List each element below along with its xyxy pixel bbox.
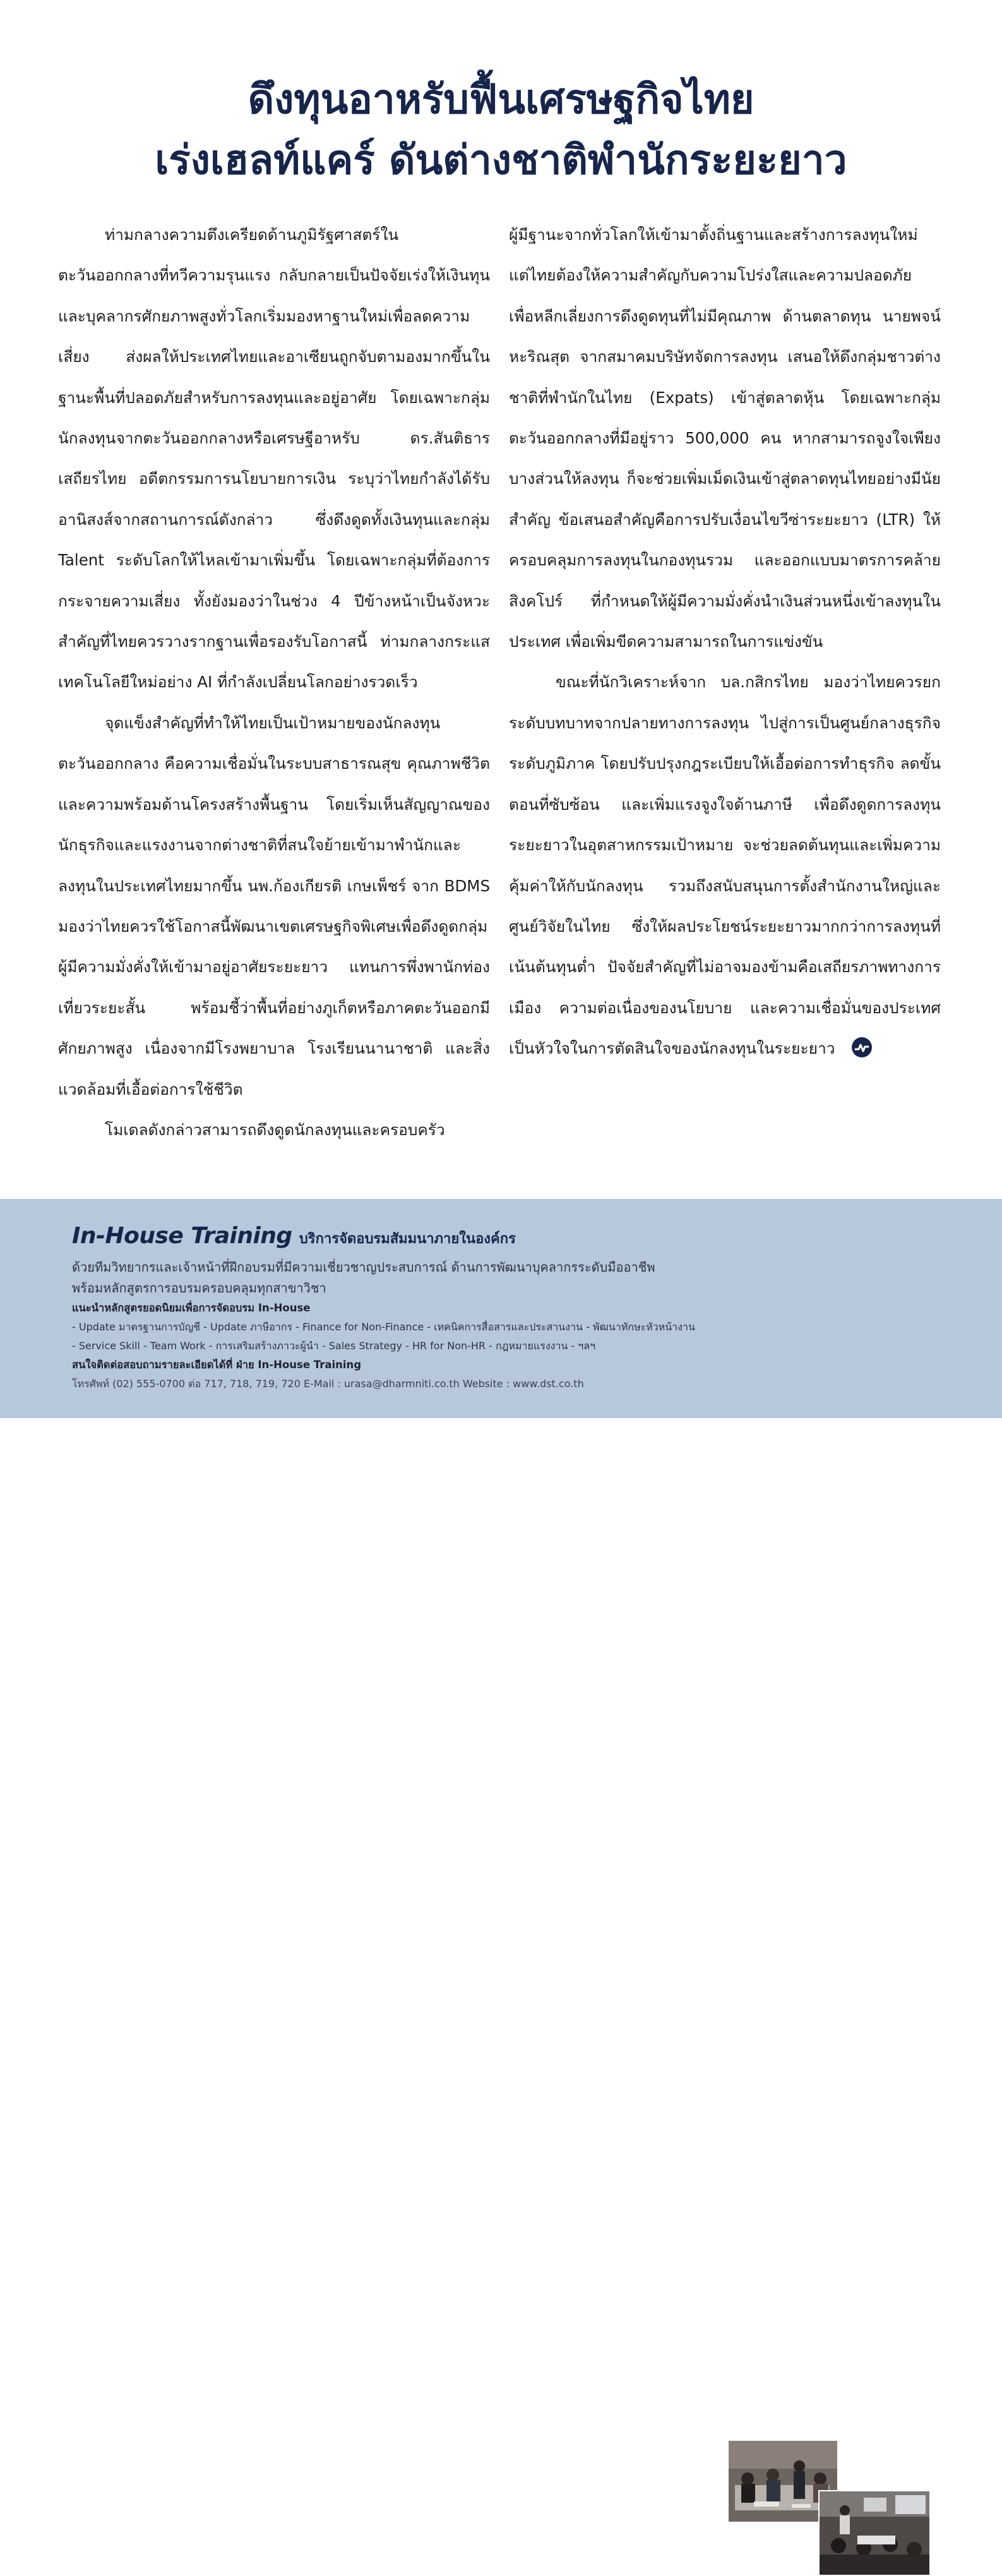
article-paragraph-3-start: โมเดลดังกล่าวสามารถดึงดูดนักลงทุนและครอบครัว	[105, 1120, 445, 1139]
banner-contact-info: โทรศัพท์ (02) 555-0700 ต่อ 717, 718, 719, 720 E-Mail : urasa@dharmniti.co.th Website : www.dst.co.th	[72, 1378, 584, 1390]
article-column-right	[509, 215, 941, 1069]
banner-recommend-heading: แนะนำหลักสูตรยอดนิยมเพื่อการจัดอบรม In-House	[72, 1302, 311, 1314]
banner-course-list-1: - Update มาตรฐานการบัญชี - Update ภาษีอากร - Finance for Non-Finance - เทคนิคการสื่อสารและประสานงาน - พัฒนาทักษะหัวหน้างาน	[72, 1321, 695, 1333]
headline-line-1: ดึงทุนอาหรับฟื้นเศรษฐกิจไทย	[248, 76, 754, 123]
banner-brand: In-House Training	[72, 1223, 292, 1249]
banner-lead-2: พร้อมหลักสูตรการอบรมครอบคลุมทุกสาขาวิชา	[72, 1280, 326, 1296]
in-house-training-banner	[0, 1199, 1002, 1418]
banner-text	[72, 1257, 716, 1393]
banner-brand-subtitle: บริการจัดอบรมสัมมนาภายในองค์กร	[299, 1231, 516, 1247]
training-photo-2	[818, 2490, 931, 2576]
headline-line-2: เร่งเฮลท์แคร์ ดันต่างชาติพำนักระยะยาว	[155, 137, 847, 184]
headline	[0, 69, 1002, 191]
article-paragraph-2: จุดแข็งสำคัญที่ทำให้ไทยเป็นเป้าหมายของนักลงทุนตะวันออกกลาง คือความเชื่อมั่นในระบบสาธารณสุข คุณภาพชีวิต และความพร้อมด้านโครงสร้างพื้นฐาน โดยเริ่มเห็นสัญญาณของนักธุรกิจและแรงงานจากต่างชาติที่สนใจย้ายเข้ามาพำนักและลงทุนในประเทศไทยมากขึ้น นพ.ก้องเกียรติ เกษเพ็ชร์ จาก BDMS มองว่าไทยควรใช้โอกาสนี้พัฒนาเขตเศรษฐกิจพิเศษเพื่อดึงดูดกลุ่มผู้มีความมั่งคั่งให้เข้ามาอยู่อาศัยระยะยาว แทนการพึ่งพานักท่องเที่ยวระยะสั้น พร้อมชี้ว่าพื้นที่อย่างภูเก็ตหรือภาคตะวันออกมีศักยภาพสูง เนื่องจากมีโรงพยาบาล โรงเรียนนานาชาติ และสิ่งแวดล้อมที่เอื้อต่อการใช้ชีวิต	[58, 713, 490, 1098]
article-paragraph-1: ท่ามกลางความตึงเครียดด้านภูมิรัฐศาสตร์ในตะวันออกกลางที่ทวีความรุนแรง กลับกลายเป็นปัจจัยเร่งให้เงินทุนและบุคลากรศักยภาพสูงทั่วโลกเริ่มมองหาฐานใหม่เพื่อลดความเสี่ยง ส่งผลให้ประเทศไทยและอาเซียนถูกจับตามองมากขึ้นในฐานะพื้นที่ปลอดภัยสำหรับการลงทุนและอยู่อาศัย โดยเฉพาะกลุ่มนักลงทุนจากตะวันออกกลางหรือเศรษฐีอาหรับ ดร.สันติธาร เสถียรไทย อดีตกรรมการนโยบายการเงิน ระบุว่าไทยกำลังได้รับอานิสงส์จากสถานการณ์ดังกล่าว ซึ่งดึงดูดทั้งเงินทุนและกลุ่ม Talent ระดับโลกให้ไหลเข้ามาเพิ่มขึ้น โดยเฉพาะกลุ่มที่ต้องการกระจายความเสี่ยง ทั้งยังมองว่าในช่วง 4 ปีข้างหน้าเป็นจังหวะสำคัญที่ไทยควรวางรากฐานเพื่อรองรับโอกาสนี้ ท่ามกลางกระแสเทคโนโลยีใหม่อย่าง AI ที่กำลังเปลี่ยนโลกอย่างรวดเร็ว	[58, 226, 490, 692]
article-paragraph-4	[509, 662, 941, 1069]
banner-title	[72, 1223, 516, 1249]
article-paragraph-4-text: ขณะที่นักวิเคราะห์จาก บล.กสิกรไทย มองว่าไทยควรยกระดับบทบาทจากปลายทางการลงทุน ไปสู่การเป็นศูนย์กลางธุรกิจระดับภูมิภาค โดยปรับปรุงกฎระเบียบให้เอื้อต่อการทำธุรกิจ ลดขั้นตอนที่ซับซ้อน และเพิ่มแรงจูงใจด้านภาษี เพื่อดึงดูดการลงทุนระยะยาวในอุตสาหกรรมเป้าหมาย จะช่วยลดต้นทุนและเพิ่มความคุ้มค่าให้กับนักลงทุน รวมถึงสนับสนุนการตั้งสำนักงานใหญ่และศูนย์วิจัยในไทย ซึ่งให้ผลประโยชน์ระยะยาวมากกว่าการลงทุนที่เน้นต้นทุนต่ำ ปัจจัยสำคัญที่ไม่อาจมองข้ามคือเสถียรภาพทางการเมือง ความต่อเนื่องของนโยบาย และความเชื่อมั่นของประเทศ เป็นหัวใจในการตัดสินใจของนักลงทุนในระยะยาว	[509, 673, 941, 1058]
article-column-left	[58, 215, 490, 1150]
article-paragraph-3-end: ผู้มีฐานะจากทั่วโลกให้เข้ามาตั้งถิ่นฐานและสร้างการลงทุนใหม่ แต่ไทยต้องให้ความสำคัญกับความโปร่งใสและความปลอดภัย เพื่อหลีกเลี่ยงการดึงดูดทุนที่ไม่มีคุณภาพ ด้านตลาดทุน นายพจน์ หะริณสุต จากสมาคมบริษัทจัดการลงทุน เสนอให้ดึงกลุ่มชาวต่างชาติที่พำนักในไทย (Expats) เข้าสู่ตลาดหุ้น โดยเฉพาะกลุ่มตะวันออกกลางที่มีอยู่ราว 500,000 คน หากสามารถจูงใจเพียงบางส่วนให้ลงทุน ก็จะช่วยเพิ่มเม็ดเงินเข้าสู่ตลาดทุนไทยอย่างมีนัยสำคัญ ข้อเสนอสำคัญคือการปรับเงื่อนไขวีซ่าระยะยาว (LTR) ให้ครอบคลุมการลงทุนในกองทุนรวม และออกแบบมาตรการคล้ายสิงคโปร์ ที่กำหนดให้ผู้มีความมั่งคั่งนำเงินส่วนหนึ่งเข้าลงทุนในประเทศ เพื่อเพิ่มขีดความสามารถในการแข่งขัน	[509, 226, 941, 651]
banner-contact-heading: สนใจติดต่อสอบถามรายละเอียดได้ที่ ฝ่าย In-House Training	[72, 1359, 362, 1371]
banner-course-list-2: - Service Skill - Team Work - การเสริมสร้างภาวะผู้นำ - Sales Strategy - HR for Non-HR - กฎหมายแรงงาน - ฯลฯ	[72, 1340, 596, 1352]
banner-lead-1: ด้วยทีมวิทยากรและเจ้าหน้าที่ฝึกอบรมที่มีความเชี่ยวชาญประสบการณ์ ด้านการพัฒนาบุคลากรระดับมืออาชีพ	[72, 1260, 655, 1275]
dharmniti-logo-icon	[852, 1037, 872, 1057]
